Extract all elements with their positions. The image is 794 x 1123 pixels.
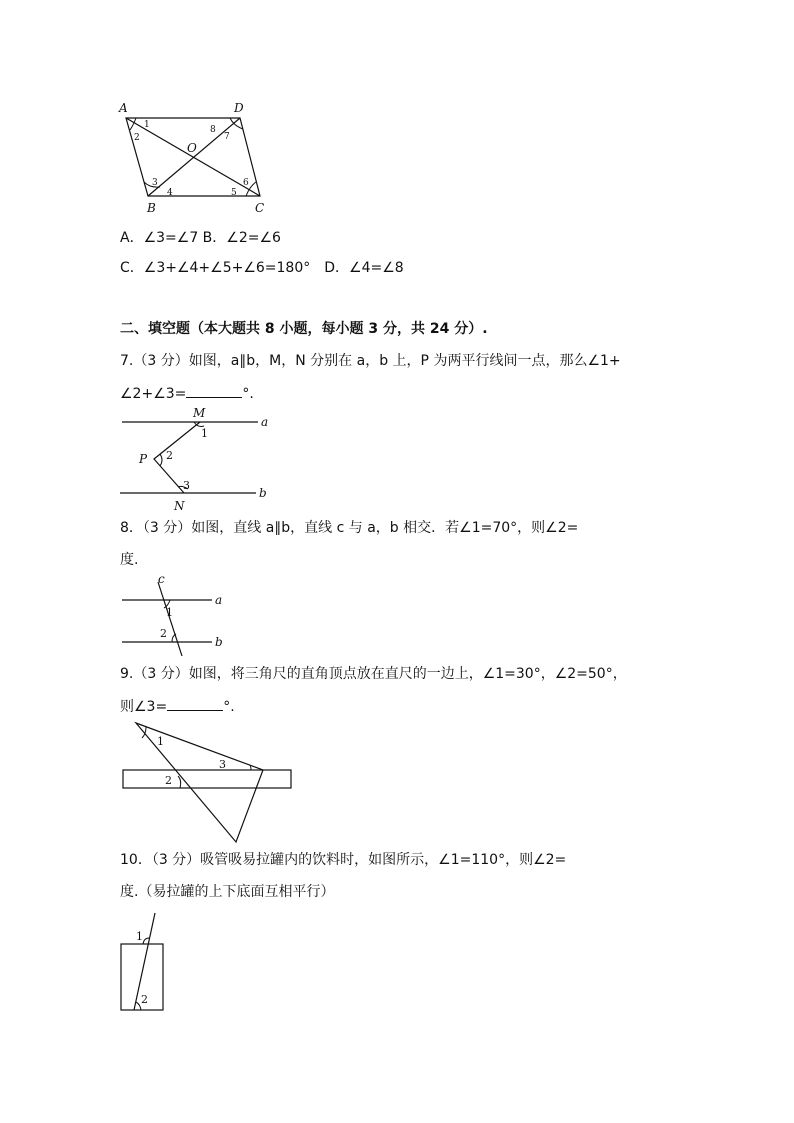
q10-line-1: 10．（3 分）吸管吸易拉罐内的饮料时，如图所示，∠1=110°，则∠2=	[120, 852, 567, 868]
section-2-title: 二、填空题（本大题共 8 小题，每小题 3 分，共 24 分）.	[120, 321, 488, 337]
line-c	[158, 582, 182, 656]
point-n-label: N	[174, 499, 185, 513]
line-b-label: b	[215, 635, 223, 649]
angle-1-label: 1	[136, 930, 143, 943]
angle-3-label: 3	[152, 178, 158, 188]
q7-figure	[116, 402, 276, 514]
point-a-label: A	[119, 101, 128, 115]
q9-line-2	[120, 696, 235, 716]
angle-1-label: 1	[144, 120, 150, 130]
angle-2-label: 2	[166, 449, 173, 462]
angle-arc-2	[160, 454, 162, 466]
diagonal-bd	[148, 118, 240, 196]
angle-1-label: 1	[166, 606, 173, 619]
q9-line-1: 9.（3 分）如图，将三角尺的直角顶点放在直尺的一边上，∠1=30°，∠2=50°，	[120, 666, 627, 682]
q8-figure	[116, 572, 236, 658]
q7-answer-blank[interactable]	[186, 383, 242, 398]
q6-option-cd: C．∠3+∠4+∠5+∠6=180° D．∠4=∠8	[120, 260, 404, 276]
q9-line-2-suffix: °.	[223, 699, 235, 715]
angle-7-label: 7	[224, 132, 230, 142]
line-b-label: b	[259, 486, 267, 500]
angle-2-label: 2	[134, 133, 140, 143]
q7-line-2-suffix: °.	[242, 386, 254, 402]
q8-line-1: 8．（3 分）如图，直线 a∥b，直线 c 与 a，b 相交．若∠1=70°，则∠2=	[120, 520, 579, 536]
point-d-label: D	[234, 101, 244, 115]
angle-5-label: 5	[231, 188, 237, 198]
angle-6-label: 6	[243, 178, 249, 188]
q6-parallelogram-figure	[110, 96, 280, 220]
angle-3-label: 3	[219, 758, 226, 771]
q10-figure	[116, 908, 172, 1014]
angle-4-label: 4	[167, 188, 173, 198]
point-c-label: C	[255, 201, 265, 215]
point-b-label: B	[147, 201, 156, 215]
point-p-label: P	[139, 452, 148, 466]
q9-answer-blank[interactable]	[167, 696, 223, 711]
q6-option-ab: A．∠3=∠7 B．∠2=∠6	[120, 230, 281, 246]
broken-line-mpn	[154, 422, 200, 493]
angle-8-label: 8	[210, 125, 216, 135]
point-m-label: M	[193, 406, 206, 420]
line-a-label: a	[215, 593, 223, 607]
q8-line-2: 度.	[120, 552, 139, 568]
angle-3-label: 3	[183, 479, 190, 492]
q7-line-1: 7.（3 分）如图，a∥b，M，N 分别在 a，b 上，P 为两平行线间一点，那么∠1+	[120, 353, 621, 369]
ruler	[123, 770, 291, 788]
angle-1-label: 1	[157, 735, 164, 748]
q9-figure	[118, 718, 300, 846]
q7-line-2	[120, 383, 254, 403]
angle-1-label: 1	[201, 427, 208, 440]
line-a-label: a	[261, 415, 269, 429]
line-c-label: c	[158, 572, 165, 586]
angle-2-label: 2	[141, 993, 148, 1006]
set-square-triangle	[136, 723, 263, 842]
q7-line-2-prefix: ∠2+∠3=	[120, 386, 187, 402]
angle-2-label: 2	[165, 774, 172, 787]
angle-arc-a	[130, 118, 136, 130]
q10-line-2: 度.（易拉罐的上下底面互相平行）	[120, 884, 335, 900]
angle-arc-2	[178, 776, 181, 788]
angle-2-label: 2	[160, 627, 167, 640]
q9-line-2-prefix: 则∠3=	[120, 699, 168, 715]
point-o-label: O	[187, 141, 197, 155]
